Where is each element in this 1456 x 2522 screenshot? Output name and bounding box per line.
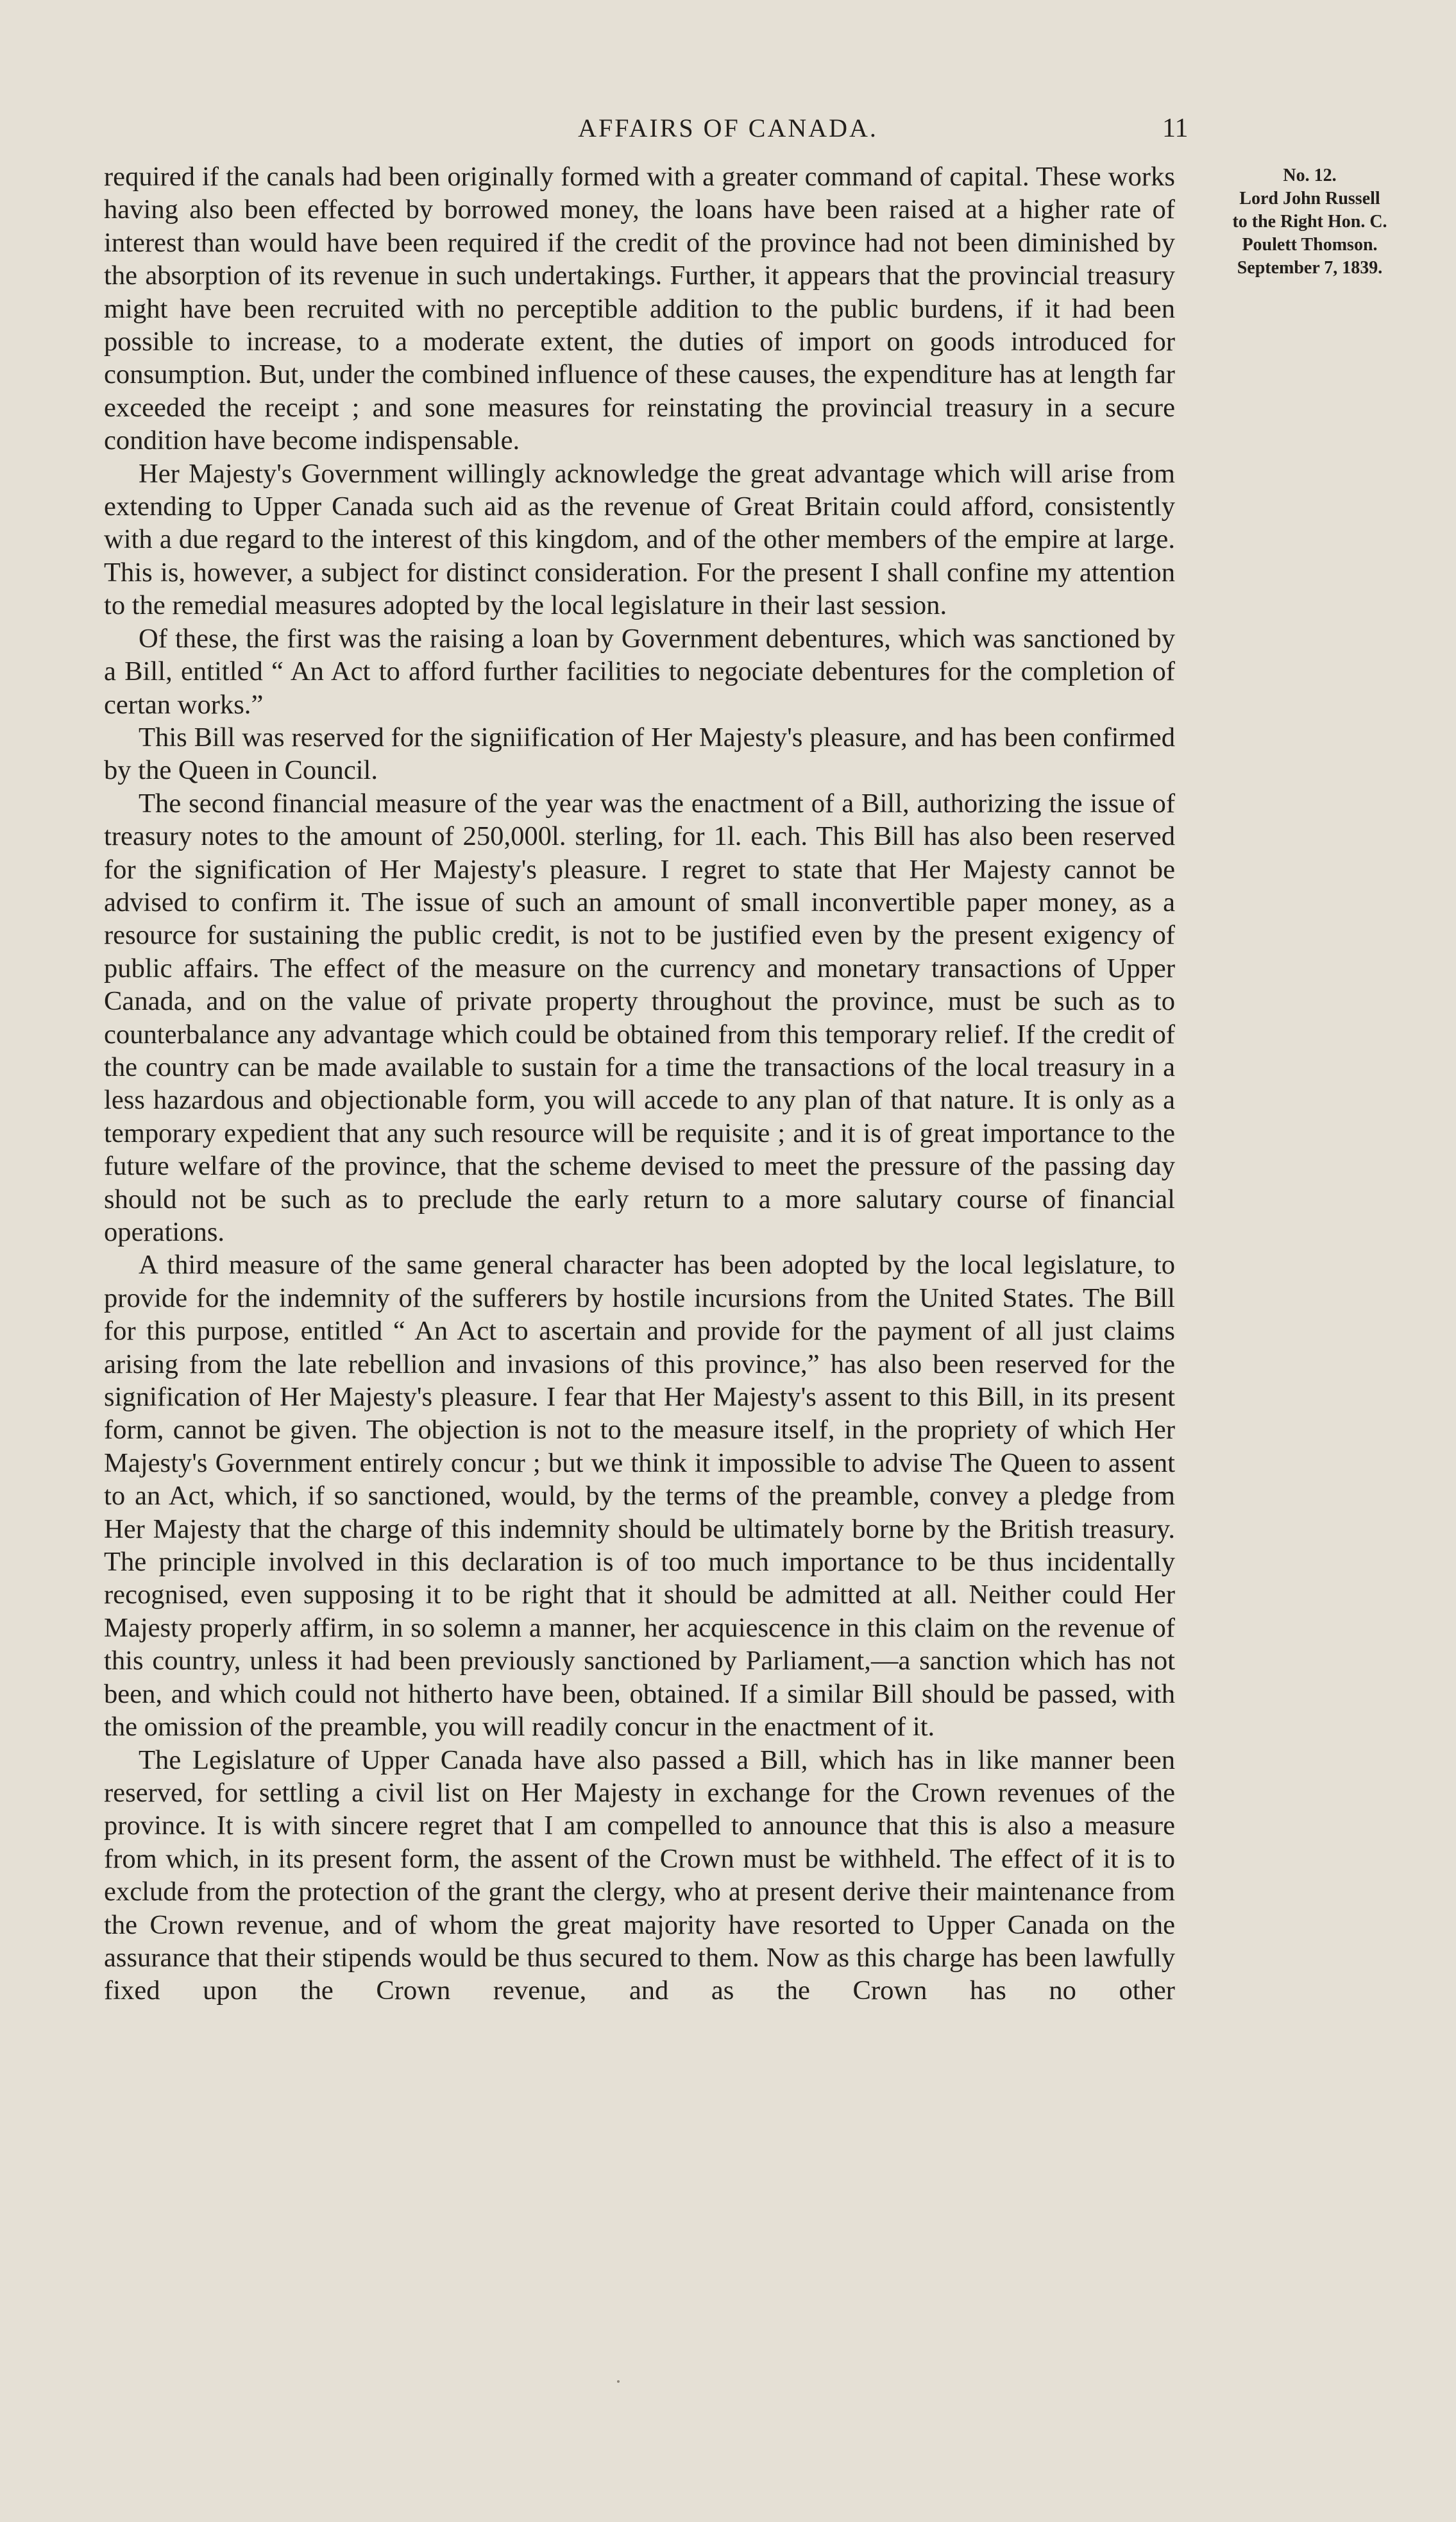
page-number: 11 (1162, 114, 1189, 143)
margin-note-date: September 7, 1839. (1237, 258, 1383, 278)
margin-note-number: No. 12. (1283, 166, 1337, 185)
paper-speck (617, 2380, 620, 2383)
margin-note (1194, 164, 1425, 280)
paragraph: A third measure of the same general character has been adopted by the local legislature, to provide for the indemnity of the sufferers by hostile incursions from the United States. The Bill for this purpose, entitled “ An Act to ascertain and provide for the payment of all just claims arising from the late rebellion and invasions of this province,” has also been reserved for the signification of Her Majesty's pleasure. I fear that Her Majesty's assent to this Bill, in its present form, cannot be given. The objection is not to the measure itself, in the propriety of which Her Majesty's Government entirely concur ; but we think it impossible to advise The Queen to assent to an Act, which, if so sanctioned, would, by the terms of the preamble, convey a pledge from Her Majesty that the charge of this indemnity should be ultimately borne by the British treasury. The principle involved in this declaration is of too much importance to be thus incidentally recognised, even supposing it to be right that it should be admitted at all. Neither could Her Majesty properly affirm, in so solemn a manner, her acquiescence in this claim on the revenue of this country, unless it had been previously sanctioned by Parliament,—a sanction which has not been, and which could not hitherto have been, obtained. If a similar Bill should be passed, with the omission of the preamble, you will readily concur in the enactment of it. (104, 1250, 1175, 1742)
paragraph: This Bill was reserved for the signiification of Her Majesty's pleasure, and has been confirmed by the Queen in Council. (104, 722, 1175, 786)
paragraph: The second financial measure of the year was the enactment of a Bill, authorizing the issue of treasury notes to the amount of 250,000l. sterling, for 1l. each. This Bill has also been reserved for the signification of Her Majesty's pleasure. I regret to state that Her Majesty cannot be advised to confirm it. The issue of such an amount of small inconvertible paper money, as a resource for sustaining the public credit, is not to be justified even by the present exigency of public affairs. The effect of the measure on the currency and monetary transactions of Upper Canada, and on the value of private property throughout the province, must be such as to counterbalance any advantage which could be obtained from this temporary relief. If the credit of the country can be made available to sustain for a time the transactions of the local treasury in a less hazardous and objectionable form, you will accede to any plan of that nature. It is only as a temporary expedient that any such resource will be requisite ; and it is of great importance to the future welfare of the province, that the scheme devised to meet the pressure of the passing day should not be such as to preclude the early return to a more salutary course of financial operations. (104, 788, 1175, 1247)
running-head (0, 113, 1456, 151)
paragraph: required if the canals had been originally formed with a greater command of capital. These works having also been effected by borrowed money, the loans have been raised at a higher rate of interest than would have been required if the credit of the province had not been diminished by the absorption of its revenue in such undertakings. Further, it appears that the provincial treasury might have been recruited with no perceptible addition to the public burdens, if it had been possible to increase, to a moderate extent, the duties of import on goods introduced for consumption. But, under the combined influence of these causes, the expenditure has at length far exceeded the receipt ; and sone measures for reinstating the provincial treasury in a secure condition have become indispensable. (104, 162, 1175, 456)
paragraph: Her Majesty's Government willingly acknowledge the great advantage which will arise from extending to Upper Canada such aid as the revenue of Great Britain could afford, consistently with a due regard to the interest of this kingdom, and of the other members of the empire at large. This is, however, a subject for distinct consideration. For the present I shall confine my attention to the remedial measures adopted by the local legislature in their last session. (104, 458, 1175, 621)
paragraph: The Legislature of Upper Canada have also passed a Bill, which has in like manner been reserved, for settling a civil list on Her Majesty in exchange for the Crown revenues of the province. It is with sincere regret that I am compelled to announce that this is also a measure from which, in its present form, the assent of the Crown must be withheld. The effect of it is to exclude from the protection of the grant the clergy, who at present derive their maintenance from the Crown revenue, and of whom the great majority have resorted to Upper Canada on the assurance that their stipends would be thus secured to them. Now as this charge has been lawfully fixed upon the Crown revenue, and as the Crown has no other (104, 1744, 1175, 2006)
running-title: AFFAIRS OF CANADA. (578, 114, 878, 142)
margin-note-sender: Lord John Russell (1239, 189, 1380, 209)
paragraph: Of these, the first was the raising a loan by Government debentures, which was sanctioned by a Bill, entitled “ An Act to afford further facilities to negociate debentures for the completion of certan works.” (104, 623, 1175, 720)
margin-note-recipient: to the Right Hon. C. (1232, 212, 1387, 232)
body-text (104, 160, 1175, 2007)
margin-note-recipient-name: Poulett Thomson. (1242, 235, 1378, 255)
